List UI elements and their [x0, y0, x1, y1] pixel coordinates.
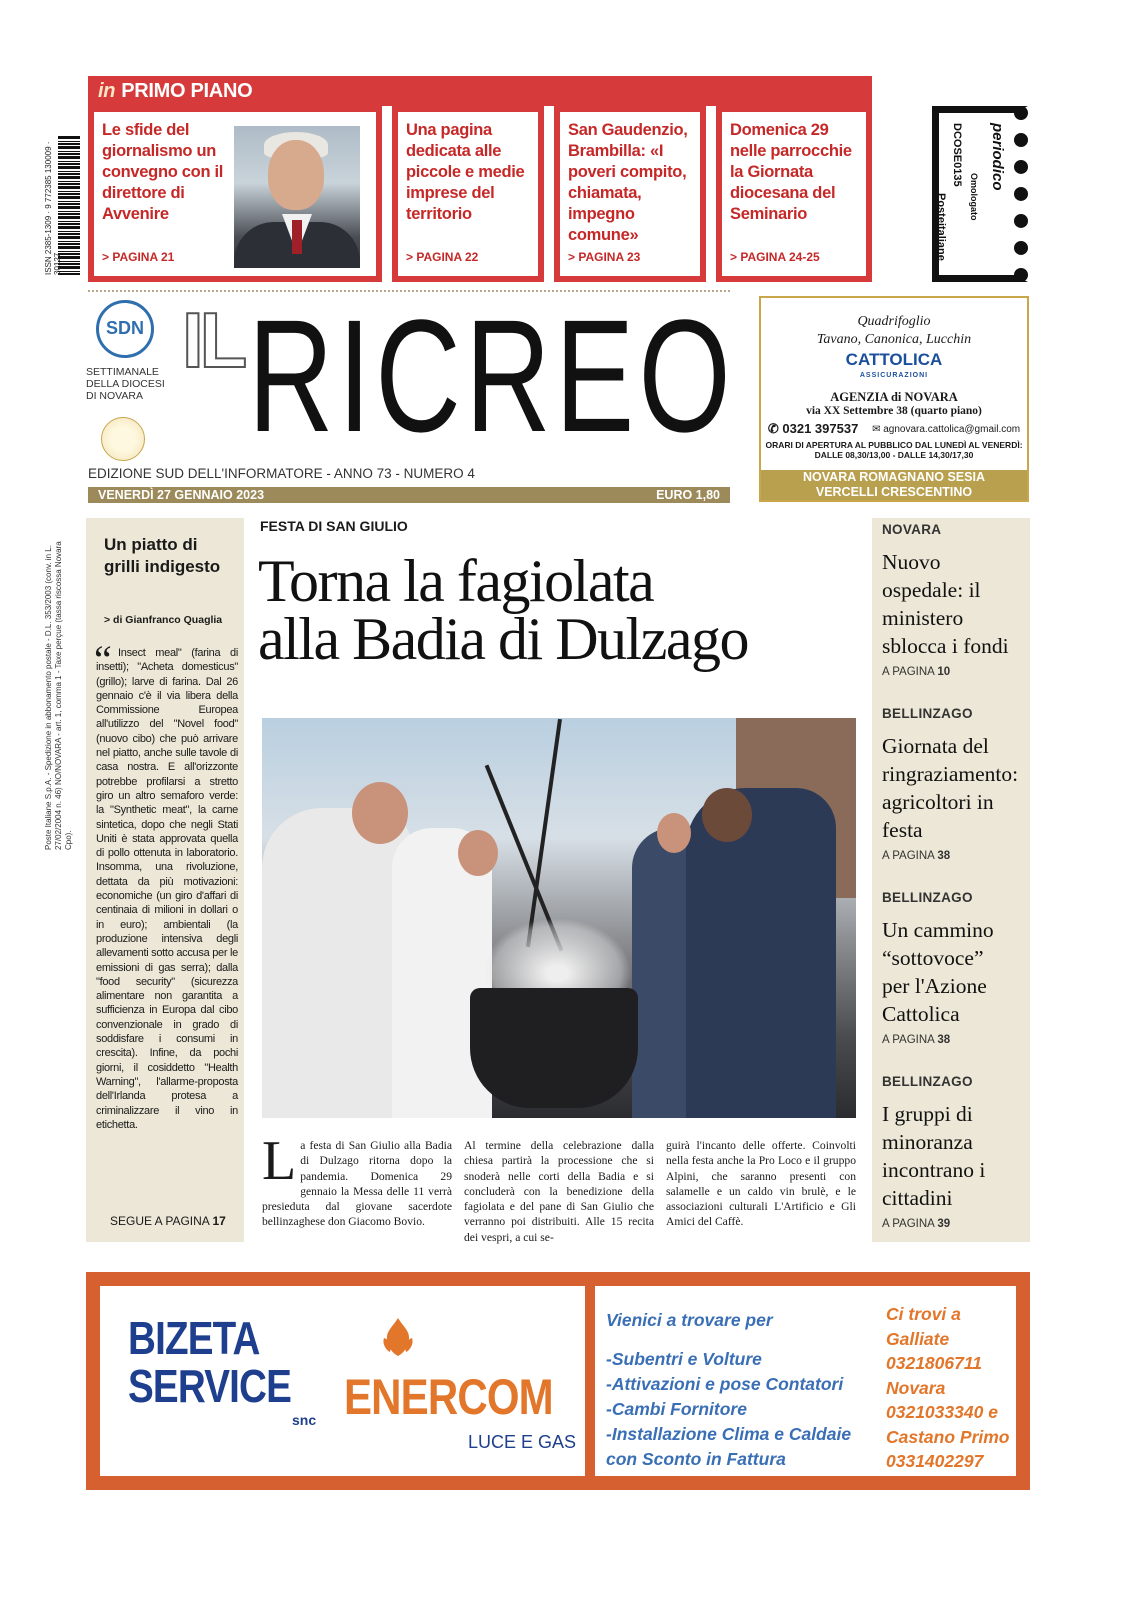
issue-date: VENERDÌ 27 GENNAIO 2023 [98, 488, 265, 502]
edition-line: EDIZIONE SUD DELL'INFORMATORE - ANNO 73 - NUMERO 4 [88, 466, 475, 481]
flame-icon [378, 1316, 418, 1366]
sdn-caption: SETTIMANALE DELLA DIOCESI DI NOVARA [86, 366, 165, 402]
sidebar-headline[interactable]: Un cammino “sottovoce” per l'Azione Cattolica [882, 918, 994, 1026]
enercom-logo: ENERCOM [344, 1369, 553, 1425]
ad-cities: NOVARA ROMAGNANO SESIA VERCELLI CRESCENTINO [761, 470, 1027, 500]
sidebar-section: NOVARA [882, 522, 942, 537]
main-headline[interactable]: Torna la fagiolata alla Badia di Dulzago [258, 548, 748, 672]
primo-piano-page: > PAGINA 23 [568, 250, 641, 264]
stamp-omologato: Omologato [969, 173, 979, 221]
primo-piano-bar [88, 76, 872, 106]
news-sidebar [872, 518, 1030, 1242]
primo-piano-label: PRIMO PIANO [121, 80, 253, 102]
ad-services: Vienici a trovare per -Subentri e Volture -Attivazioni e pose Contatori -Cambi Fornitore -Installazione Clima e Caldaie con Sconto in Fattura [606, 1310, 852, 1469]
article-col-1: La festa di San Giulio alla Badia di Dulzago ritorna dopo la pandemia. Domenica 29 gennaio la Messa delle 11 verrà presieduta dal giovane sacerdote bellinzaghese don Giacomo Bovio. [262, 1130, 452, 1229]
ad-brand: Quadrifoglio [857, 314, 931, 329]
cattolica-logo: CATTOLICA ASSICURAZIONI [845, 350, 943, 379]
sdn-logo: SDN [96, 300, 154, 358]
ad-agency: AGENZIA di NOVARA [830, 390, 958, 404]
diocese-emblem-icon [101, 417, 145, 461]
sidebar-headline[interactable]: Nuovo ospedale: il ministero sblocca i fondi [882, 550, 1009, 658]
editorial-title: Un piatto di grilli indigesto [104, 535, 221, 576]
primo-piano-page: > PAGINA 21 [102, 250, 175, 264]
primo-piano-page: > PAGINA 24-25 [730, 250, 820, 264]
ad-contacts: Ci trovi a Galliate 0321806711 Novara 0321033340 e Castano Primo 0331402297 [886, 1304, 1010, 1471]
sidebar-headline[interactable]: Giornata del ringraziamento: agricoltori in festa [882, 734, 1019, 842]
ad-names: Tavano, Canonica, Lucchin [816, 332, 972, 347]
postal-stamp [932, 106, 1028, 282]
sidebar-page: A PAGINA 38 [882, 850, 951, 862]
masthead-il: IL [182, 296, 244, 384]
sidebar-page: A PAGINA 38 [882, 1034, 951, 1046]
sidebar-page: A PAGINA 10 [882, 666, 951, 678]
sidebar-section: BELLINZAGO [882, 1074, 973, 1089]
editorial-column [86, 518, 244, 1242]
issue-price: EURO 1,80 [656, 488, 720, 502]
primo-piano-title: Una pagina dedicata alle piccole e medie imprese del territorio [406, 121, 525, 223]
ad-email: ✉ agnovara.cattolica@gmail.com [872, 423, 1021, 435]
postal-notice: Poste Italiane S.p.A. - Spedizione in abbonamento postale - D.L. 353/2003 (conv. in L. 27/02/2004 n. 46) NO/NOVARA - art. 1, comma 1 - Taxe perçue (tassa riscossa Novara Cpo). [44, 541, 73, 850]
sidebar-headline[interactable]: I gruppi di minoranza incontrano i cittadini [882, 1102, 986, 1210]
primo-piano-box-2[interactable] [392, 106, 544, 282]
main-kicker: FESTA DI SAN GIULIO [260, 518, 408, 534]
primo-piano-title: Domenica 29 nelle parrocchie la Giornata diocesana del Seminario [730, 121, 852, 223]
primo-piano-page: > PAGINA 22 [406, 250, 479, 264]
quote-icon: “ [94, 637, 112, 682]
primo-piano-title: Le sfide del giornalismo un convegno con il direttore di Avvenire [102, 121, 224, 223]
insurance-ad[interactable] [759, 296, 1029, 502]
main-article [262, 1130, 856, 1245]
bizeta-logo: BIZETA SERVICE [128, 1312, 292, 1412]
ad-phone: ✆ 0321 397537 [767, 421, 859, 436]
main-photo [262, 718, 856, 1118]
enercom-tagline: LUCE E GAS [468, 1432, 577, 1452]
barcode-text: ISSN 2385-1309 · 9 772385 130009 · 30127 [44, 141, 62, 275]
primo-piano-in: in [98, 80, 116, 102]
editorial-body: Insect meal" (farina di insetti); "Acheta domesticus" (grillo); larve di farina. Dal 26 gennaio c'è il via libera della Commissione Europea all'utilizzo del "Novel food" (nuovo cibo) che può arrivare nel piatto, anche sulle tavole di casa nostra. E all'orizzonte potrebbe profilarsi a stretto giro un altro semaforo verde: la "Synthetic meat", la carne sintetica, dopo che negli Stati Uniti è stata approvata quella di pollo ottenuta in laboratorio. Insomma, una rivoluzione, dettata da più motivazioni: economiche (un giro d'affari di centinaia di milioni in dollari o in euro); ambientali (la produzione intensiva degli allevamenti sotto accusa per le emissioni di gas serra); dalla "food security" (sicurezza alimentare non garantita a sufficienza in Europa dal cibo convenzionale in grado di soddisfare i consumi in crescita). Infine, da pochi giorni, il cosiddetto "Health Warning", l'allarme-proposta dell'Irlanda protesa a criminalizzare il vino in etichetta. [96, 647, 238, 1131]
stamp-poste: Posteitaliane [935, 193, 947, 261]
ad-address: via XX Settembre 38 (quarto piano) [806, 405, 982, 417]
sidebar-page: A PAGINA 39 [882, 1218, 951, 1230]
stamp-code: DCOSE0135 [951, 123, 963, 187]
portrait-photo [234, 126, 360, 268]
primo-piano-title: San Gaudenzio, Brambilla: «I poveri compito, chiamata, impegno comune» [568, 121, 688, 244]
article-col-2: Al termine della celebrazione dalla chiesa partirà la processione che si snoderà nelle corti della Badia e si concluderà con la benedizione della fagiolata e del pane di San Giulio che verranno poi distribuiti. Alle 15 recita dei vespri, a cui se- [464, 1139, 654, 1244]
ad-hours: ORARI DI APERTURA AL PUBBLICO DAL LUNEDÌ AL VENERDÌ: DALLE 08,30/13,00 - DALLE 14,30/17,30 [765, 440, 1023, 460]
masthead-title: RICREO [248, 286, 736, 465]
bizeta-snc: snc [292, 1412, 317, 1428]
date-bar [88, 487, 730, 503]
stamp-periodico: periodico [989, 123, 1006, 191]
editorial-continue[interactable]: SEGUE A PAGINA 17 [110, 1214, 226, 1228]
article-col-3: guirà l'incanto delle offerte. Coinvolti nella festa anche la Pro Loco e il gruppo Alpini, che saranno presenti con salamelle e un caldo vin brulè, e le associazioni culturali L'Artificio e Gli Amici del Caffè. [666, 1139, 856, 1229]
editorial-author: > di Gianfranco Quaglia [104, 614, 223, 626]
ad-divider [585, 1286, 595, 1476]
sidebar-section: BELLINZAGO [882, 890, 973, 905]
primo-piano-box-1[interactable] [88, 106, 382, 282]
energy-ad[interactable] [86, 1272, 1030, 1490]
sidebar-section: BELLINZAGO [882, 706, 973, 721]
primo-piano-box-3[interactable] [554, 106, 706, 282]
primo-piano-box-4[interactable] [716, 106, 872, 282]
